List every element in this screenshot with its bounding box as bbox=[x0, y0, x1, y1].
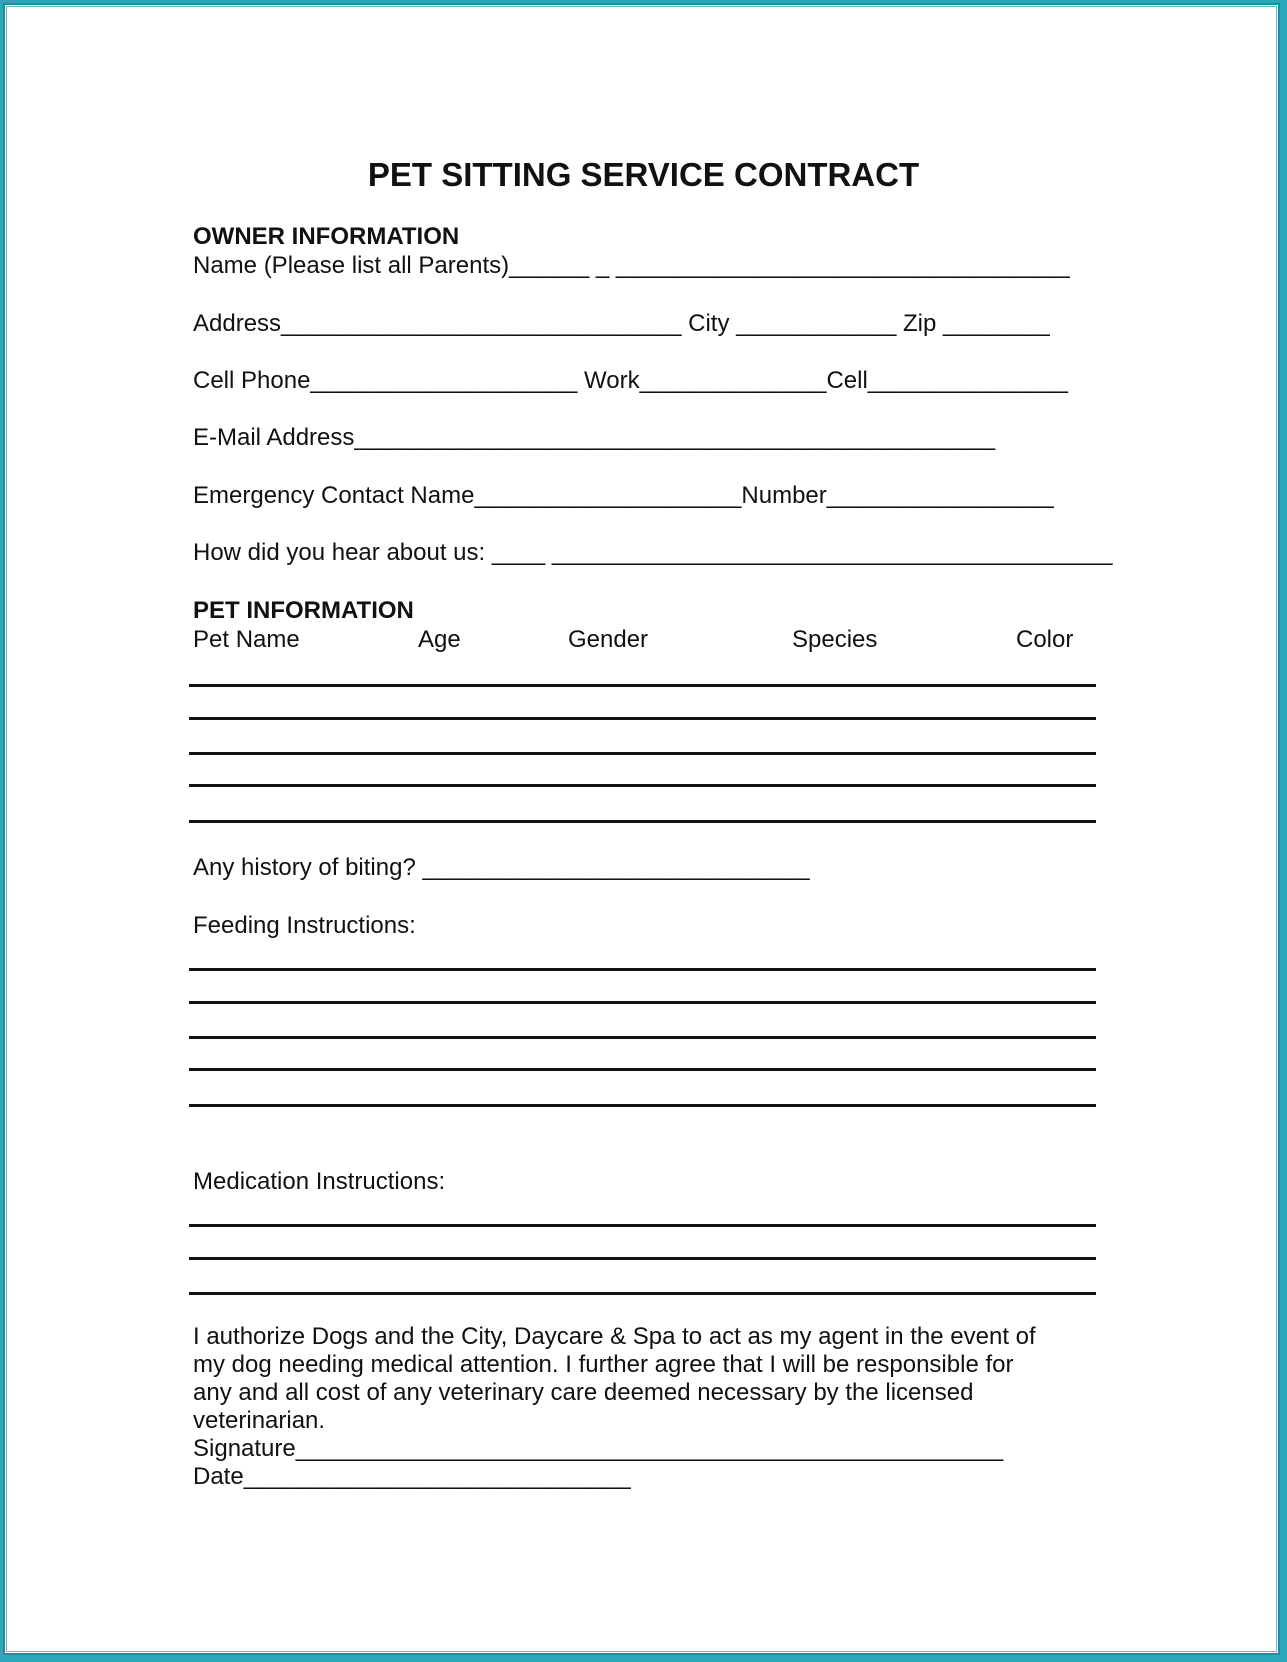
email-field[interactable]: E-Mail Address________________________________________________ bbox=[193, 424, 996, 451]
pet-entry-line[interactable] bbox=[189, 684, 1096, 687]
date-field[interactable]: Date_____________________________ bbox=[193, 1463, 631, 1490]
medication-instructions-label: Medication Instructions: bbox=[193, 1168, 446, 1195]
medication-entry-line[interactable] bbox=[189, 1224, 1096, 1227]
authorization-line: veterinarian. bbox=[193, 1407, 326, 1434]
name-field[interactable]: Name (Please list all Parents)______ _ __________________________________ bbox=[193, 252, 1070, 279]
document-title: PET SITTING SERVICE CONTRACT bbox=[367, 156, 920, 193]
authorization-line: I authorize Dogs and the City, Daycare & Spa to act as my agent in the event of bbox=[193, 1323, 1036, 1350]
feeding-entry-line[interactable] bbox=[189, 1036, 1096, 1039]
pet-entry-line[interactable] bbox=[189, 752, 1096, 755]
owner-information-heading: OWNER INFORMATION bbox=[193, 223, 460, 250]
feeding-entry-line[interactable] bbox=[189, 968, 1096, 971]
address-field[interactable]: Address______________________________ City ____________ Zip ________ bbox=[193, 310, 1050, 337]
phone-field[interactable]: Cell Phone____________________ Work______________Cell_______________ bbox=[193, 367, 1069, 394]
pet-information-heading: PET INFORMATION bbox=[193, 597, 414, 624]
feeding-entry-line[interactable] bbox=[189, 1001, 1096, 1004]
pet-entry-line[interactable] bbox=[189, 717, 1096, 720]
column-pet-name: Pet Name bbox=[193, 626, 300, 653]
biting-history-field[interactable]: Any history of biting? _____________________________ bbox=[193, 854, 810, 881]
authorization-line: my dog needing medical attention. I further agree that I will be responsible for bbox=[193, 1351, 1014, 1378]
column-species: Species bbox=[792, 626, 878, 653]
medication-entry-line[interactable] bbox=[189, 1292, 1096, 1295]
column-color: Color bbox=[1016, 626, 1074, 653]
pet-entry-line[interactable] bbox=[189, 820, 1096, 823]
pet-entry-line[interactable] bbox=[189, 784, 1096, 787]
referral-field[interactable]: How did you hear about us: ____ __________________________________________ bbox=[193, 539, 1113, 566]
emergency-contact-field[interactable]: Emergency Contact Name____________________Number_________________ bbox=[193, 482, 1054, 509]
column-age: Age bbox=[418, 626, 461, 653]
medication-entry-line[interactable] bbox=[189, 1257, 1096, 1260]
signature-field[interactable]: Signature_____________________________________________________ bbox=[193, 1435, 1004, 1462]
column-gender: Gender bbox=[568, 626, 649, 653]
feeding-entry-line[interactable] bbox=[189, 1068, 1096, 1071]
authorization-paragraph bbox=[193, 1323, 1113, 1491]
feeding-entry-line[interactable] bbox=[189, 1104, 1096, 1107]
feeding-instructions-label: Feeding Instructions: bbox=[193, 912, 416, 939]
authorization-line: any and all cost of any veterinary care deemed necessary by the licensed bbox=[193, 1379, 974, 1406]
